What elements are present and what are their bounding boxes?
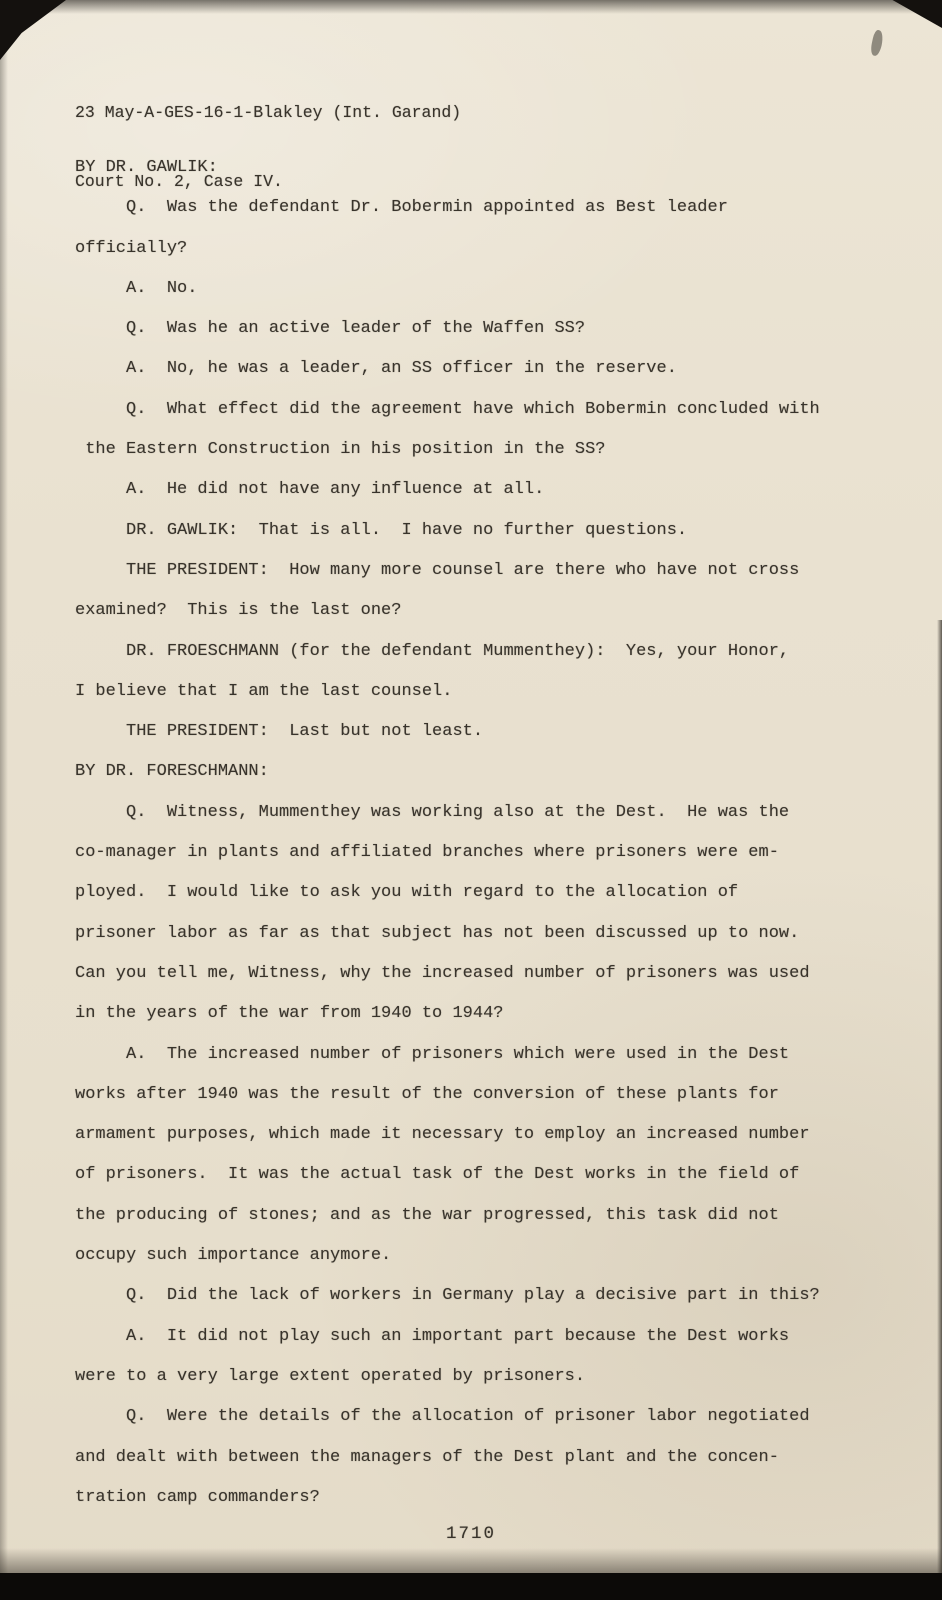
scan-corner-top-right	[852, 0, 942, 40]
transcript-line: tration camp commanders?	[75, 1487, 320, 1507]
scan-edge-left	[0, 0, 8, 1600]
transcript-line: co-manager in plants and affiliated branches where prisoners were em-	[75, 843, 779, 863]
transcript-line: A. It did not play such an important part because the Dest works	[75, 1326, 790, 1346]
transcript-line: I believe that I am the last counsel.	[75, 681, 453, 701]
transcript-line: A. The increased number of prisoners which were used in the Dest	[75, 1044, 790, 1064]
header-court-case-line: Court No. 2, Case IV.	[75, 172, 283, 191]
transcript-line: in the years of the war from 1940 to 1944?	[75, 1004, 504, 1024]
transcript-line: Q. Were the details of the allocation of prisoner labor negotiated	[75, 1407, 810, 1427]
scan-edge-top	[0, 0, 942, 14]
transcript-line: DR. GAWLIK: That is all. I have no further questions.	[75, 520, 688, 540]
transcript-body	[75, 148, 887, 1518]
transcript-line: examined? This is the last one?	[75, 601, 402, 621]
transcript-line: prisoner labor as far as that subject has not been discussed up to now.	[75, 923, 800, 943]
transcript-line: Can you tell me, Witness, why the increased number of prisoners was used	[75, 963, 810, 983]
transcript-line: BY DR. FORESCHMANN:	[75, 762, 269, 782]
transcript-line: THE PRESIDENT: Last but not least.	[75, 722, 484, 742]
transcript-line: THE PRESIDENT: How many more counsel are there who have not cross	[75, 560, 800, 580]
scan-edge-right	[937, 620, 942, 1600]
transcript-line: Q. Did the lack of workers in Germany play a decisive part in this?	[75, 1286, 820, 1306]
transcript-line: the producing of stones; and as the war progressed, this task did not	[75, 1205, 779, 1225]
transcript-line: A. He did not have any influence at all.	[75, 480, 545, 500]
scan-corner-top-left	[0, 0, 120, 60]
header-citation-line: 23 May-A-GES-16-1-Blakley (Int. Garand)	[75, 103, 462, 122]
transcript-line: of prisoners. It was the actual task of the Dest works in the field of	[75, 1165, 800, 1185]
transcript-line: works after 1940 was the result of the conversion of these plants for	[75, 1084, 779, 1104]
transcript-line: Q. What effect did the agreement have which Bobermin concluded with	[75, 399, 820, 419]
transcript-line: A. No.	[75, 278, 198, 298]
transcript-line: armament purposes, which made it necessary to employ an increased number	[75, 1125, 810, 1145]
transcript-line: A. No, he was a leader, an SS officer in the reserve.	[75, 359, 677, 379]
transcript-line: Q. Was he an active leader of the Waffen SS?	[75, 319, 586, 339]
transcript-line: and dealt with between the managers of the Dest plant and the concen-	[75, 1447, 779, 1467]
transcript-line: BY DR. GAWLIK:	[75, 158, 218, 177]
transcript-line: Q. Witness, Mummenthey was working also at the Dest. He was the	[75, 802, 790, 822]
transcript-line: occupy such importance anymore.	[75, 1246, 392, 1266]
page-number: 1710	[445, 1524, 496, 1544]
scan-edge-bottom	[0, 1573, 942, 1600]
transcript-line: DR. FROESCHMANN (for the defendant Mummenthey): Yes, your Honor,	[75, 641, 790, 661]
transcript-line: the Eastern Construction in his position in the SS?	[75, 440, 606, 460]
scan-stain	[869, 29, 884, 57]
transcript-line: officially?	[75, 238, 188, 258]
transcript-line: Q. Was the defendant Dr. Bobermin appointed as Best leader	[75, 198, 728, 218]
transcript-line: ployed. I would like to ask you with regard to the allocation of	[75, 883, 739, 903]
scan-edge-bottom-fade	[0, 1548, 942, 1574]
transcript-line: were to a very large extent operated by prisoners.	[75, 1366, 586, 1386]
